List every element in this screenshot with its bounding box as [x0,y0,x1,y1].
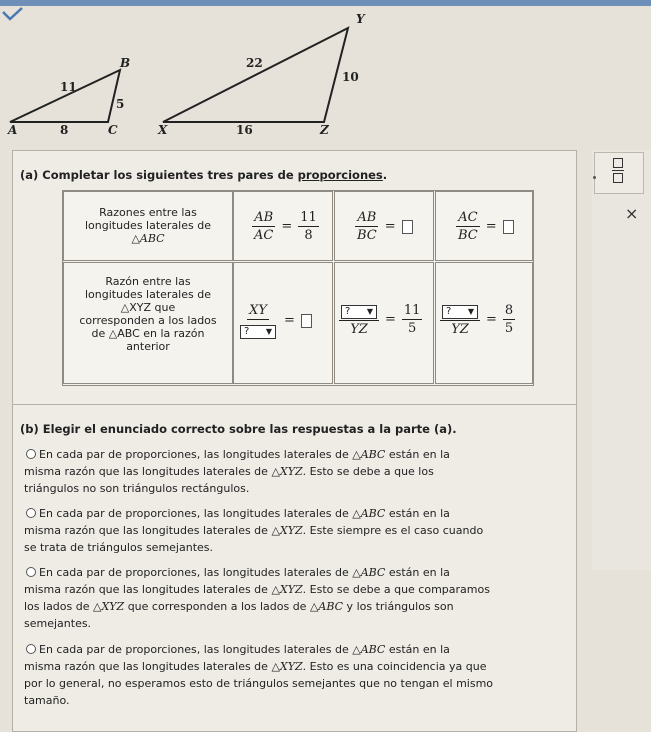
r1c2-cell: $\frac{AB}{BC}$ = [334,191,434,261]
ratio-xy-input[interactable] [301,314,312,328]
dropdown-arrow-icon: ▼ [265,327,272,336]
close-icon[interactable]: × [625,204,639,223]
vertex-x: X [158,123,168,137]
ratio-ac-bc-input[interactable] [503,220,514,234]
side-xz: 16 [236,123,253,137]
vertex-y: Y [356,12,365,26]
vertex-b: B [120,56,131,70]
r1c1-cell: $\frac{AB}{AC}$ = $\frac{11}{8}$ [233,191,333,261]
radio-option-3[interactable] [26,567,36,577]
xy-denominator-dropdown[interactable]: ? ▼ [240,325,276,339]
section-divider [12,404,577,405]
side-ab: 11 [60,80,77,94]
dot-icon [593,176,596,179]
r1c3-cell: $\frac{AC}{BC}$ = [435,191,533,261]
side-ac: 8 [60,123,69,137]
radio-option-4[interactable] [26,644,36,654]
vertex-z: Z [320,123,329,137]
part-b-title: (b) Elegir el enunciado correcto sobre las respuestas a la parte (a). [20,422,457,436]
ratio-ab-bc-input[interactable] [402,220,413,234]
vertex-a: A [8,123,18,137]
vertex-c: C [108,123,118,137]
proporciones-link[interactable]: proporciones [297,168,383,182]
part-a-title: (a) Completar los siguientes tres pares de proporciones. [20,168,388,182]
yz-numerator-dropdown-2[interactable]: ? ▼ [442,305,478,319]
triangles-figure [0,0,400,140]
yz-numerator-dropdown-1[interactable]: ? ▼ [341,305,377,319]
dropdown-arrow-icon: ▼ [366,307,373,316]
row1-header-cell: Razones entre las longitudes laterales de △ABC [63,191,233,261]
option-2[interactable]: En cada par de proporciones, las longitudes laterales de △ABC están en la misma razón que las longitudes laterales de △XYZ. Este siempre es el caso cuando se trata de triángulos semejantes. [24,507,484,554]
option-1[interactable]: En cada par de proporciones, las longitudes laterales de △ABC están en la misma razón que las longitudes laterales de △XYZ. Esto se debe a que los triángulos no son triángulos rectángulos. [24,448,450,495]
row2-header-cell: Razón entre las longitudes laterales de △XYZ que corresponden a los lados de △ABC en la razón anterior [63,262,233,384]
r2c2-cell: ? ▼ YZ = $\frac{11}{5}$ [334,262,434,384]
side-toolbar [592,150,651,570]
option-3[interactable]: En cada par de proporciones, las longitudes laterales de △ABC están en la misma razón que las longitudes laterales de △XYZ. Esto se debe a que comparamos los lados de △XYZ que corresponden a los lados de △ABC y los triángulos son semejantes. [24,566,490,630]
r2c1-cell: XY ? ▼ = [233,262,333,384]
option-4[interactable]: En cada par de proporciones, las longitudes laterales de △ABC están en la misma razón que las longitudes laterales de △XYZ. Esto es una coincidencia ya que por lo general, no esperamos esto de triángulos semejantes que no tengan el mismo tamaño. [24,643,494,707]
radio-option-2[interactable] [26,508,36,518]
side-yz: 10 [342,70,359,84]
triangles-drawing [0,0,400,140]
dropdown-arrow-icon: ▼ [467,307,474,316]
side-bc: 5 [116,97,125,111]
side-xy: 22 [246,56,263,70]
radio-option-1[interactable] [26,449,36,459]
fraction-icon [612,158,624,183]
r2c3-cell: ? ▼ YZ = $\frac{8}{5}$ [435,262,533,384]
